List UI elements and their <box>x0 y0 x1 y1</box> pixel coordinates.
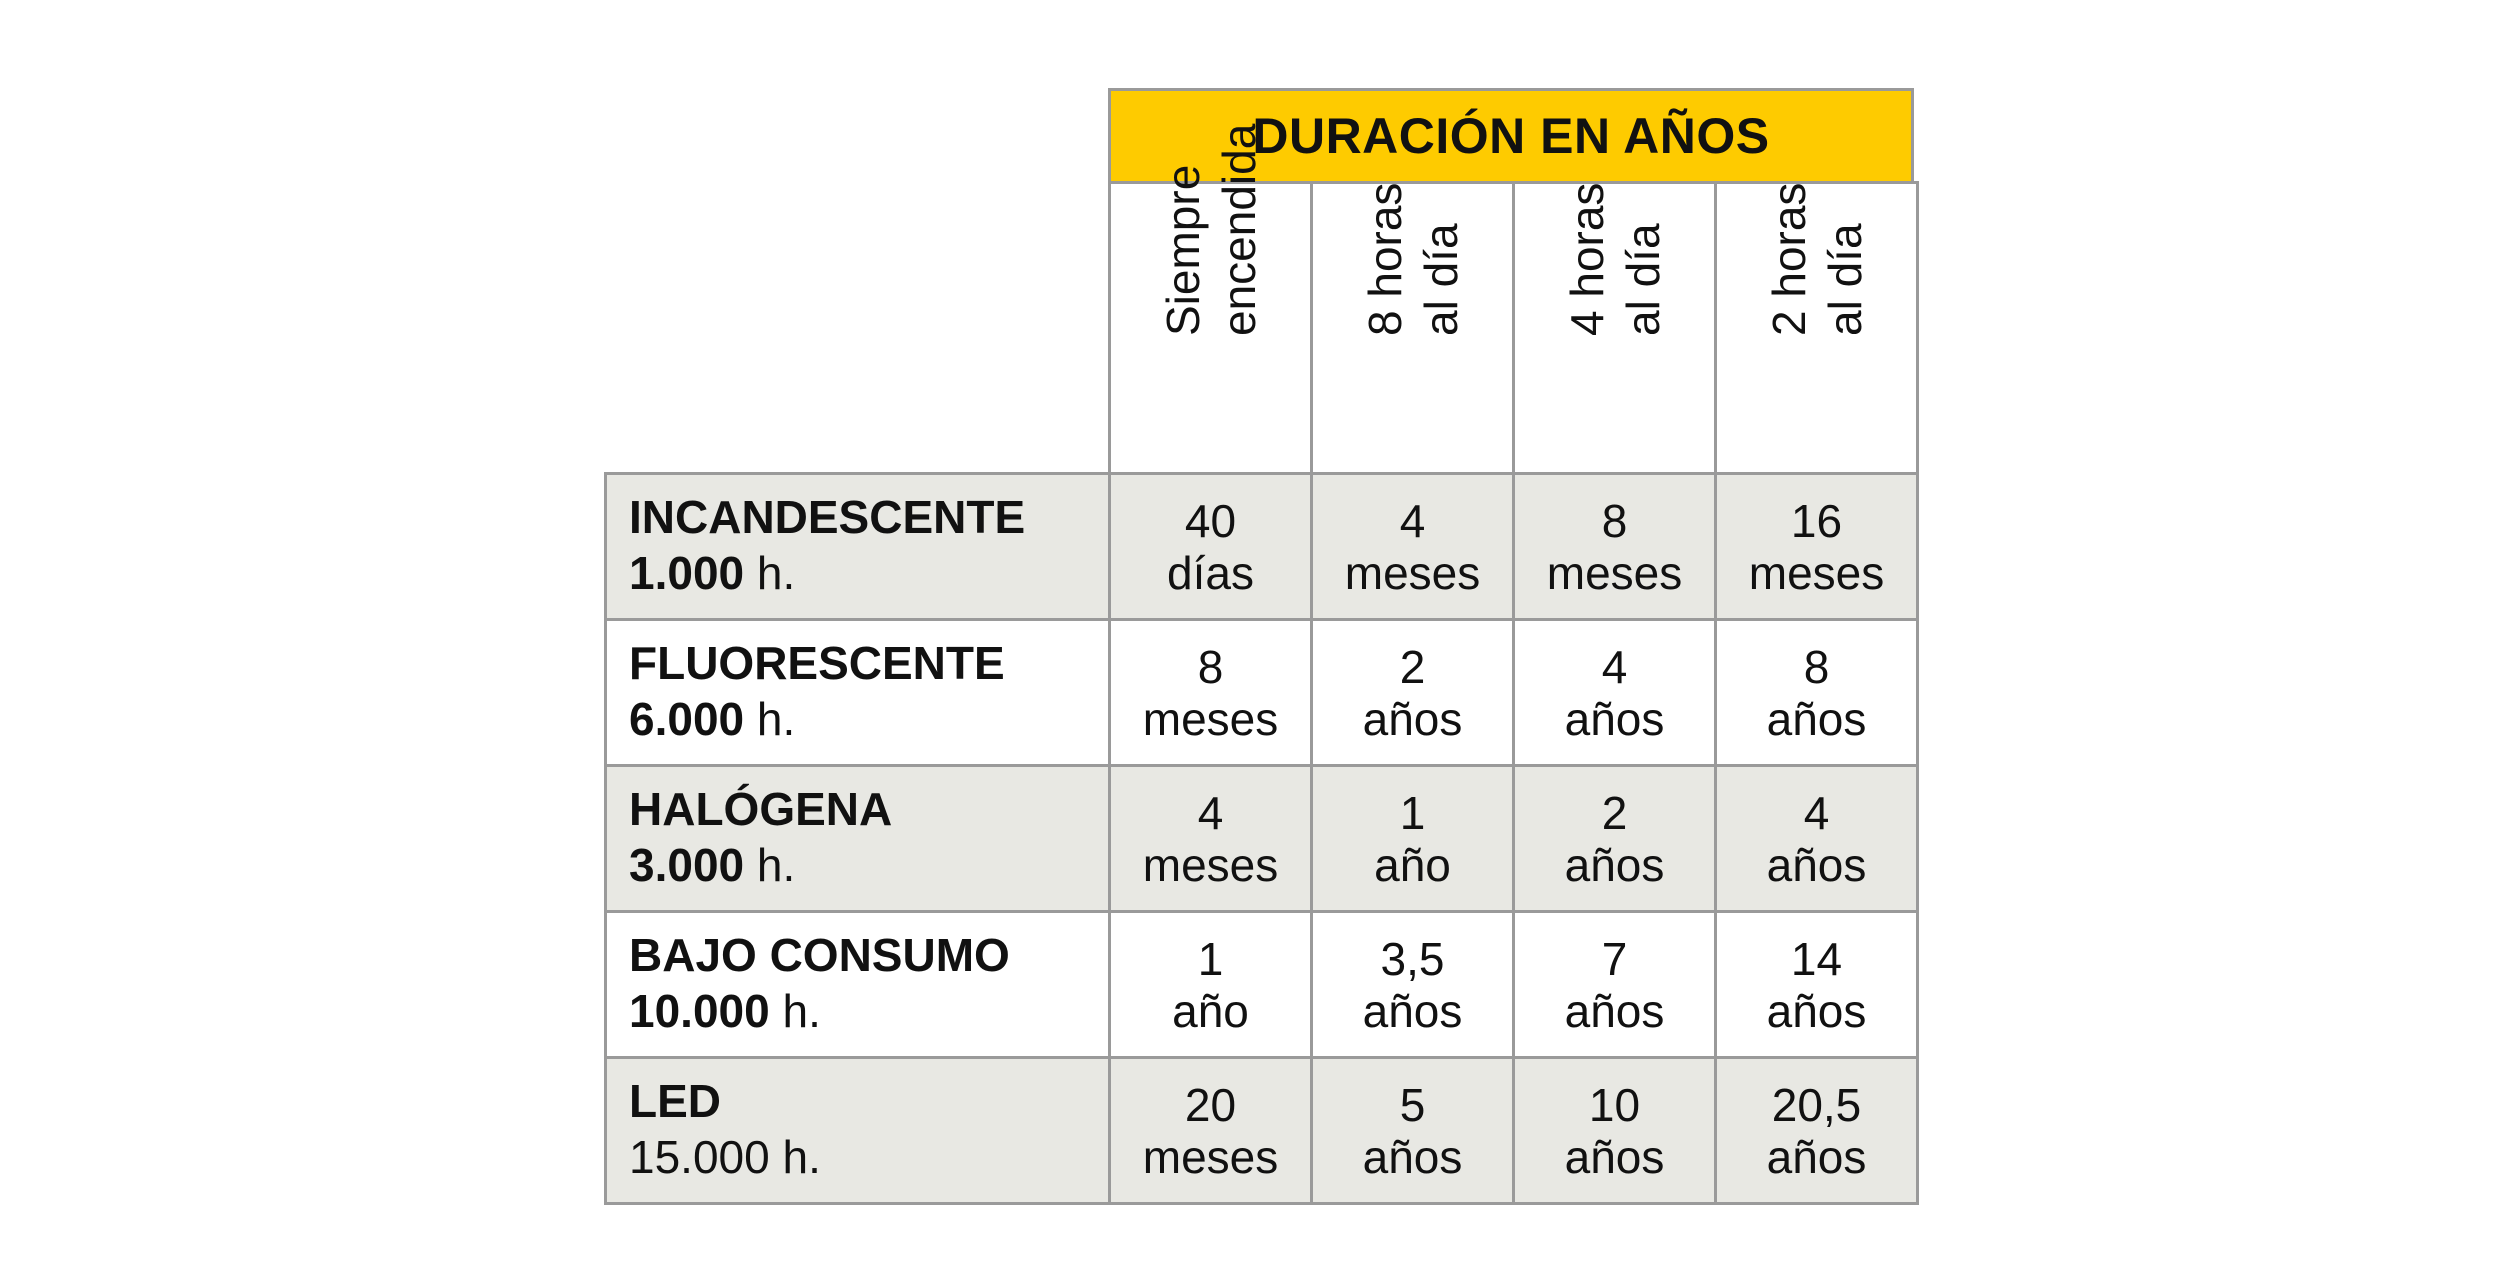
cell-unit: meses <box>1142 838 1279 891</box>
cell-number: 16 <box>1790 494 1843 547</box>
cell-number: 10 <box>1588 1078 1641 1131</box>
lamp-hours-unit: h. <box>756 693 796 745</box>
table-cell <box>1108 472 1313 621</box>
cell-unit: años <box>1362 1130 1463 1183</box>
table-header-duration: DURACIÓN EN AÑOS <box>1108 88 1914 184</box>
cell-unit: días <box>1167 546 1254 599</box>
table-cell <box>1310 618 1515 767</box>
table-cell <box>1714 472 1919 621</box>
column-header-4-hours <box>1512 181 1717 475</box>
lamp-type-name: INCANDESCENTE <box>629 491 1026 543</box>
cell-number: 8 <box>1197 640 1224 693</box>
column-header-line: al día <box>1818 223 1871 336</box>
column-header-line: al día <box>1414 223 1467 336</box>
table-cell <box>1310 764 1515 913</box>
lamp-hours: 1.000 <box>629 547 745 599</box>
cell-unit: meses <box>1142 1130 1279 1183</box>
cell-number: 4 <box>1803 786 1830 839</box>
cell-unit: años <box>1766 838 1867 891</box>
column-header-8-hours <box>1310 181 1515 475</box>
column-header-line: 2 horas <box>1762 182 1815 336</box>
column-header-2-hours <box>1714 181 1919 475</box>
cell-unit: años <box>1766 984 1867 1037</box>
row-label-bajo-consumo <box>604 910 1111 1059</box>
cell-number: 1 <box>1197 932 1224 985</box>
table-cell <box>1108 764 1313 913</box>
cell-unit: año <box>1374 838 1451 891</box>
column-header-line: 4 horas <box>1560 182 1613 336</box>
cell-unit: años <box>1766 1130 1867 1183</box>
cell-number: 8 <box>1601 494 1628 547</box>
lamp-hours: 10.000 <box>629 985 770 1037</box>
cell-unit: años <box>1362 692 1463 745</box>
table-cell <box>1512 618 1717 767</box>
cell-number: 3,5 <box>1380 932 1445 985</box>
table-cell <box>1108 618 1313 767</box>
cell-unit: años <box>1362 984 1463 1037</box>
lamp-hours-unit: h. <box>756 547 796 599</box>
table-cell <box>1714 1056 1919 1205</box>
cell-number: 4 <box>1399 494 1426 547</box>
cell-unit: años <box>1564 838 1665 891</box>
lamp-type-name: BAJO CONSUMO <box>629 929 1010 981</box>
table-cell <box>1512 1056 1717 1205</box>
table-cell <box>1108 1056 1313 1205</box>
cell-number: 4 <box>1197 786 1224 839</box>
lamp-type-name: FLUORESCENTE <box>629 637 1005 689</box>
column-header-line: 8 horas <box>1358 182 1411 336</box>
lamp-hours-unit: h. <box>756 839 796 891</box>
row-label-halogena <box>604 764 1111 913</box>
cell-unit: meses <box>1344 546 1481 599</box>
cell-number: 8 <box>1803 640 1830 693</box>
cell-number: 20 <box>1184 1078 1237 1131</box>
lamp-type-name: LED <box>629 1075 721 1127</box>
row-label-led <box>604 1056 1111 1205</box>
cell-number: 2 <box>1399 640 1426 693</box>
table-cell <box>1714 618 1919 767</box>
cell-number: 4 <box>1601 640 1628 693</box>
cell-number: 7 <box>1601 932 1628 985</box>
column-header-line: encendida <box>1212 123 1265 336</box>
table-cell <box>1512 910 1717 1059</box>
cell-unit: año <box>1172 984 1249 1037</box>
lamp-hours: 3.000 <box>629 839 745 891</box>
cell-number: 2 <box>1601 786 1628 839</box>
lamp-hours: 15.000 <box>629 1131 770 1183</box>
table-cell <box>1714 910 1919 1059</box>
lamp-type-name: HALÓGENA <box>629 783 893 835</box>
cell-unit: meses <box>1748 546 1885 599</box>
row-label-incandescente <box>604 472 1111 621</box>
cell-number: 1 <box>1399 786 1426 839</box>
cell-unit: años <box>1564 984 1665 1037</box>
table-cell <box>1512 472 1717 621</box>
cell-unit: años <box>1564 692 1665 745</box>
column-header-line: Siempre <box>1156 164 1209 336</box>
table-cell <box>1310 1056 1515 1205</box>
cell-number: 14 <box>1790 932 1843 985</box>
table-cell <box>1108 910 1313 1059</box>
cell-unit: meses <box>1546 546 1683 599</box>
cell-number: 40 <box>1184 494 1237 547</box>
table-cell <box>1714 764 1919 913</box>
lamp-hours: 6.000 <box>629 693 745 745</box>
row-label-fluorescente <box>604 618 1111 767</box>
table-cell <box>1310 472 1515 621</box>
cell-unit: meses <box>1142 692 1279 745</box>
cell-number: 20,5 <box>1771 1078 1862 1131</box>
cell-unit: años <box>1766 692 1867 745</box>
lamp-hours-unit: h. <box>782 985 821 1037</box>
table-cell <box>1310 910 1515 1059</box>
lamp-hours-unit: h. <box>782 1131 821 1183</box>
cell-number: 5 <box>1399 1078 1426 1131</box>
column-header-line: al día <box>1616 223 1669 336</box>
column-header-always-on <box>1108 123 1313 475</box>
table-cell <box>1512 764 1717 913</box>
cell-unit: años <box>1564 1130 1665 1183</box>
